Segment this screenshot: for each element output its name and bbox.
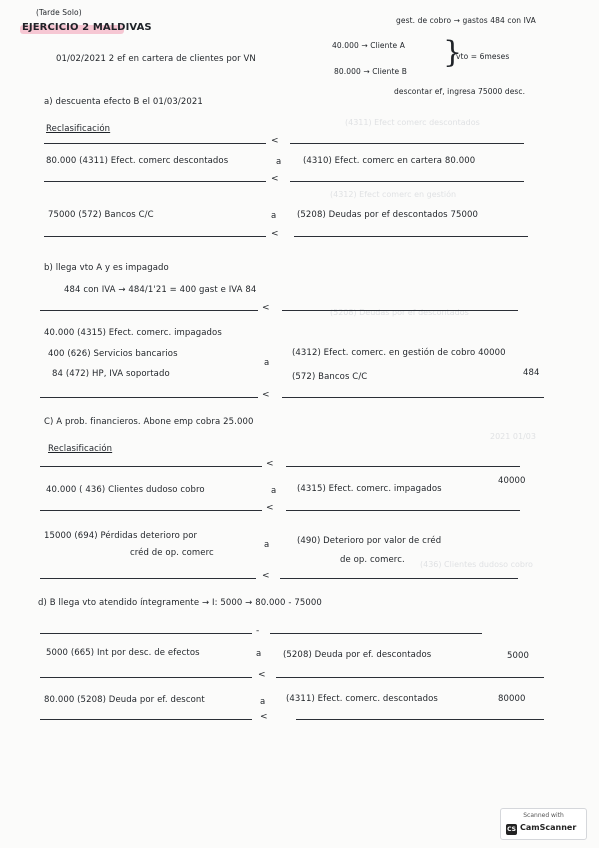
section-d-entry2-amount: 80000	[498, 694, 526, 704]
bleed-through-text: (4311) Efect comerc descontados	[345, 118, 480, 127]
section-c-entry2-credit-2: de op. comerc.	[340, 555, 405, 565]
bleed-through-text: (4312) Efect comerc en gestión	[330, 190, 457, 199]
intro-branch-b: 80.000 → Cliente B	[334, 67, 407, 76]
scanned-with-text: Scanned with	[523, 812, 564, 819]
journal-rule	[270, 633, 482, 634]
section-d-entry1-amount: 5000	[507, 651, 530, 661]
journal-rule	[290, 181, 524, 182]
journal-rule	[280, 578, 518, 579]
journal-rule	[40, 466, 262, 467]
section-b-credit-2-amount: 484	[523, 368, 540, 378]
section-d-entry1-debit: 5000 (665) Int por desc. de efectos	[46, 648, 200, 658]
section-b-title: b) llega vto A y es impagado	[44, 263, 169, 273]
journal-rule	[282, 310, 518, 311]
journal-rule	[44, 181, 266, 182]
journal-rule	[40, 310, 258, 311]
section-d-entry1-a: a	[256, 649, 262, 659]
journal-rule	[286, 510, 520, 511]
journal-rule	[40, 719, 252, 720]
intro-descuento: descontar ef, ingresa 75000 desc.	[394, 87, 526, 96]
section-c-entry2-debit-1: 15000 (694) Pérdidas deterioro por	[44, 531, 198, 541]
journal-rule	[40, 578, 256, 579]
section-d-title: d) B llega vto atendido íntegramente → I: 5000 → 80.000 - 75000	[38, 598, 322, 608]
journal-rule	[40, 510, 262, 511]
journal-rule	[276, 677, 544, 678]
journal-tick: <	[260, 712, 268, 722]
section-d-entry2-credit: (4311) Efect. comerc. descontados	[286, 694, 438, 704]
journal-rule	[286, 466, 520, 467]
intro-vto: vto = 6meses	[456, 52, 510, 61]
section-c-entry1-a: a	[271, 486, 277, 496]
bleed-through-text: (436) Clientes dudoso cobro	[420, 560, 533, 569]
journal-tick: -	[256, 626, 260, 636]
journal-rule	[282, 397, 544, 398]
journal-rule	[40, 677, 252, 678]
section-a-title: a) descuenta efecto B el 01/03/2021	[44, 97, 203, 107]
camscanner-watermark	[500, 808, 587, 840]
section-a-entry2-a: a	[271, 211, 277, 221]
journal-tick: <	[266, 503, 274, 513]
section-d-entry1-credit: (5208) Deuda por ef. descontados	[283, 650, 432, 660]
journal-tick: <	[271, 136, 279, 146]
section-c-entry2-credit-1: (490) Deterioro por valor de créd	[297, 536, 442, 546]
section-b-calc: 484 con IVA → 484/1'21 = 400 gast e IVA 84	[64, 285, 257, 295]
journal-tick: <	[258, 670, 266, 680]
section-c-entry1-amount: 40000	[498, 476, 526, 486]
journal-tick: <	[262, 390, 270, 400]
section-d-entry2-a: a	[260, 697, 266, 707]
journal-rule	[44, 143, 266, 144]
bleed-through-text: 2021 01/03	[490, 432, 536, 441]
journal-rule	[290, 143, 524, 144]
section-a-entry2-debit: 75000 (572) Bancos C/C	[48, 210, 154, 220]
exercise-title: EJERCICIO 2 MALDIVAS	[22, 22, 152, 33]
section-b-a: a	[264, 358, 270, 368]
journal-tick: <	[271, 174, 279, 184]
journal-tick: <	[262, 303, 270, 313]
section-c-entry1-credit: (4315) Efect. comerc. impagados	[297, 484, 442, 494]
bleed-through-text: (5208) Deudas por ef descontados	[330, 308, 469, 317]
header-subtitle: (Tarde Solo)	[36, 8, 82, 17]
intro-branch-a: 40.000 → Cliente A	[332, 41, 405, 50]
section-b-credit-2: (572) Bancos C/C	[292, 372, 368, 382]
section-b-debit-2: 400 (626) Servicios bancarios	[48, 349, 178, 359]
journal-rule	[296, 719, 544, 720]
journal-tick: <	[262, 571, 270, 581]
camscanner-logo-icon: CS	[507, 826, 516, 833]
section-a-entry1-credit: (4310) Efect. comerc en cartera 80.000	[303, 156, 476, 166]
section-a-entry1-debit: 80.000 (4311) Efect. comerc descontados	[46, 156, 229, 166]
journal-rule	[294, 236, 528, 237]
section-c-entry2-debit-2: créd de op. comerc	[130, 548, 214, 558]
section-b-debit-3: 84 (472) HP, IVA soportado	[52, 369, 170, 379]
journal-rule	[44, 236, 266, 237]
journal-tick: <	[266, 459, 274, 469]
section-c-subhead: Reclasificación	[48, 444, 113, 454]
section-d-entry2-debit: 80.000 (5208) Deuda por ef. descont	[44, 695, 205, 705]
section-b-credit-1: (4312) Efect. comerc. en gestión de cobro 40000	[292, 348, 506, 358]
section-a-subhead: Reclasificación	[46, 124, 111, 134]
camscanner-brand-text: CamScanner	[520, 823, 577, 832]
section-a-entry2-credit: (5208) Deudas por ef descontados 75000	[297, 210, 479, 220]
journal-tick: <	[271, 229, 279, 239]
intro-note-top: gest. de cobro → gastos 484 con IVA	[396, 16, 536, 25]
journal-rule	[40, 397, 258, 398]
section-a-entry1-a: a	[276, 157, 282, 167]
brace-icon: }	[443, 35, 463, 70]
intro-line: 01/02/2021 2 ef en cartera de clientes por VN	[56, 54, 256, 64]
section-c-entry2-a: a	[264, 540, 270, 550]
journal-rule	[40, 633, 252, 634]
section-c-entry1-debit: 40.000 ( 436) Clientes dudoso cobro	[46, 485, 205, 495]
section-c-title: C) A prob. financieros. Abone emp cobra 25.000	[44, 417, 254, 427]
section-b-debit-1: 40.000 (4315) Efect. comerc. impagados	[44, 328, 222, 338]
